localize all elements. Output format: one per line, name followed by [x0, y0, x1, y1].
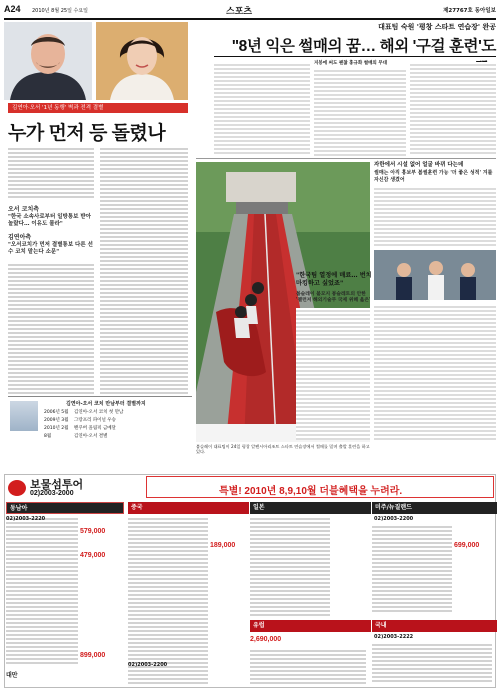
ad-header	[4, 474, 144, 500]
ad-phone[interactable]: 02)2003-2000	[30, 490, 74, 497]
ad-region-china[interactable]: 중국	[128, 502, 249, 514]
timeline-row: 2010년 2월 밴쿠버 올림픽 금메달	[44, 426, 116, 431]
headline-rule	[214, 56, 496, 57]
timeline-table	[44, 409, 184, 441]
subhead-coach-label: 오서 코치측	[8, 206, 40, 213]
masthead	[4, 4, 496, 20]
ad-price-1: 579,000	[80, 528, 106, 535]
right-headline: "8년 익은 썰매의 꿈… 해외 '구걸 훈련'도	[231, 38, 496, 55]
ad-region-europe[interactable]: 유럽	[250, 620, 371, 632]
ad-banner-text: 특별! 2010년 8,9,10월 더블혜택을 누려라.	[219, 486, 403, 497]
ad-company[interactable]: 보물섬투어	[30, 479, 84, 491]
section-rule	[196, 158, 496, 159]
ad-region-domestic[interactable]: 국내	[372, 620, 497, 632]
ad-logo-icon	[8, 480, 26, 496]
ad-price-2: 479,000	[80, 552, 106, 559]
ad-col3-text	[250, 516, 330, 616]
right-col3-top-text	[410, 62, 496, 156]
ad-col-4	[372, 502, 494, 686]
ad-col3-text-2	[250, 648, 366, 684]
ad-col2-text	[128, 516, 208, 684]
ad-region-americas[interactable]: 미주/뉴질랜드	[372, 502, 497, 514]
subhead-coach-quote: "한국 소속사로부터 일방통보 받아 놀랐다… 이유도 몰라"	[8, 214, 91, 227]
ad-col4-text	[372, 524, 452, 614]
ad-region-taiwan[interactable]: 대만	[6, 672, 18, 679]
ad-price-4: 189,000	[210, 542, 236, 549]
left-body-col1-top	[8, 146, 94, 200]
ad-region-southeast-asia[interactable]: 동남아	[6, 502, 124, 514]
right-deck: 대표팀 숙원 '평창 스타트 연습장' 완공	[378, 23, 496, 31]
left-headline: 누가 먼저 등 돌렸나	[8, 123, 166, 144]
skater-photo	[96, 22, 188, 100]
left-kicker: 김연아·오서 '1년 동행' 벽과 전격 결별	[8, 103, 188, 113]
side-deck: 썰매는 아직 홍보부 봅썰훈련 가능 '더 좋은 성적' 겨룰 자신감 생겼어	[374, 170, 493, 183]
side-body-text-2	[374, 304, 496, 442]
left-body-col1	[8, 262, 94, 394]
ad-col-2	[128, 502, 246, 686]
timeline-photo	[10, 401, 38, 431]
team-photo	[374, 250, 496, 300]
right-lead-text	[214, 62, 310, 156]
ad-col1-text	[6, 516, 78, 666]
ad-price-3: 699,000	[454, 542, 480, 549]
left-body-col2	[100, 146, 188, 394]
timeline-row: 8월 김연아-오서 결별	[44, 434, 108, 439]
right-byline-top: 지붕에 써도 괜찮 홍규화 썰매의 무대	[314, 61, 388, 66]
subhead-kim-label: 김연아측	[8, 234, 32, 241]
ad-phone-domestic[interactable]: 02)2003-2222	[374, 634, 414, 640]
page-number: A24	[4, 4, 21, 14]
quote-deck: 봅슬레이 불모지 봉슬레트의 안한 '챌런저 해외기술무 국제 위해 옳은'	[296, 292, 371, 303]
right-col2-text	[314, 68, 406, 156]
quote-body-text	[296, 308, 370, 440]
quote-headline: "한국팀 열정에 매료… 번치마킹하고 싶었죠"	[296, 272, 372, 287]
subhead-kim-quote: "오서코치가 먼저 결별통보 다른 선수 코치 맡는다 소문"	[8, 242, 93, 255]
ad-region-japan[interactable]: 일본	[250, 502, 371, 514]
newspaper-name: 제27767호 동아일보	[443, 8, 496, 14]
coach-photo	[4, 22, 92, 100]
ad-phone-china[interactable]: 02)2003-2200	[128, 662, 168, 668]
ad-col-1	[6, 502, 124, 686]
ad-col-3	[250, 502, 368, 686]
ad-phone-southeast-asia[interactable]: 02)2003-2220	[6, 516, 46, 522]
ad-price-5: 899,000	[80, 652, 106, 659]
timeline-row: 2009년 3월 그랑프리 파이널 우승	[44, 418, 116, 423]
section-title: 스포츠	[226, 6, 253, 16]
photo-caption: 봅슬레이 대표팀이 24일 평창 알펜시아리조트 스타트 연습장에서 썰매를 밀며 출발 훈련을 하고 있다.	[196, 444, 370, 455]
issue-date: 2010년 8월 25일 수요일	[32, 8, 89, 14]
ad-phone-americas[interactable]: 02)2003-2200	[374, 516, 414, 522]
side-body-text	[374, 186, 496, 246]
timeline-title: 김연아-오서 코치 만남부터 결별까지	[66, 401, 146, 407]
timeline-box	[8, 396, 192, 467]
ad-col4-text-2	[372, 642, 492, 684]
side-title: 자한에서 시설 없어 얼굴 바뀌 다는데	[374, 162, 464, 168]
ad-price-6: 2,690,000	[250, 636, 282, 643]
timeline-row: 2006년 5월 김연아-오서 코치 첫 만남	[44, 410, 124, 415]
ad-banner[interactable]	[146, 476, 494, 498]
